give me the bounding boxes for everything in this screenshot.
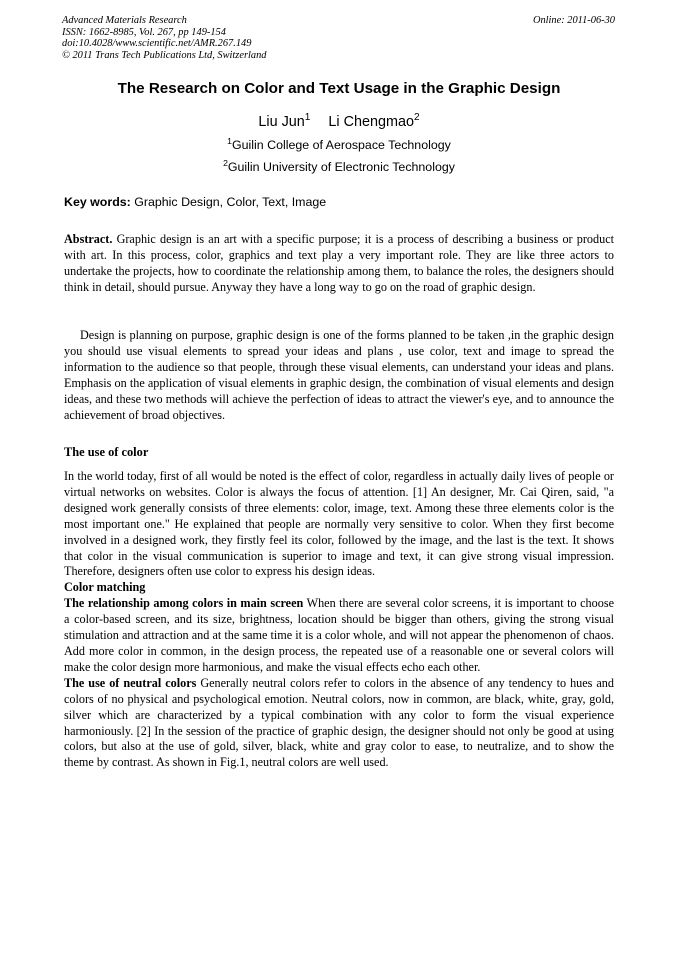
section-body xyxy=(64,469,614,771)
abstract xyxy=(64,232,614,296)
neutral-label: The use of neutral colors xyxy=(64,675,197,690)
affiliation: $^2$Guilin University of Electronic Technology xyxy=(223,157,455,174)
neutral-paragraph: The use of neutral colors Generally neutral colors refer to colors in the absence of any tendency to hues and colors of no physical and psychological emotion. Neutral colors, now in common, are black, white, gray, gold, silver which are characterized by a typical combination with any color to form the visual experience harmoniously. [2] In the session of the practice of graphic design, the designer should not only be good at using colors, but also at the use of gold, silver, black, white and gray color to ease, to neutralize, and to show the theme by contrast. As shown in Fig.1, neutral colors are well used. xyxy=(64,675,614,770)
journal-name: Advanced Materials Research xyxy=(62,15,187,26)
section-heading: The use of color xyxy=(64,445,149,459)
relationship-label: The relationship among colors in main screen xyxy=(64,596,304,611)
paper-title: The Research on Color and Text Usage in the Graphic Design xyxy=(117,80,561,97)
author-name: Liu Jun$^1$ xyxy=(258,112,311,130)
issn-line: ISSN: 1662-8985, Vol. 267, pp 149-154 xyxy=(62,26,226,38)
copyright-line: © 2011 Trans Tech Publications Ltd, Switzerland xyxy=(62,49,267,61)
color-paragraph: In the world today, first of all would be noted is the effect of color, regardless in actually daily lives of people or virtual networks on websites. Color is always the focus of attention. [1] An designer, Mr. Cai Qiren, said, "a designed work generally consists of three elements: color, image, text. Among these three elements color is the most important one." He explained that people are normally very sensitive to color. When they first become involved in a designed work, they firstly feel its color, followed by the image, and the last is the text. It shows that color in the visual communication is superior to image and text, it can give strong visual impression. Therefore, designers often use color to express his design ideas. xyxy=(64,469,614,579)
keywords-text: Graphic Design, Color, Text, Image xyxy=(130,195,327,209)
journal-header xyxy=(62,15,266,61)
subsection-heading: Color matching xyxy=(64,580,146,595)
intro-paragraph: Design is planning on purpose, graphic design is one of the forms planned to be taken ,in the graphic design you should use visual elements to spread your ideas and plans , use color, text and image to spread the information to the audience so that people, through these visual elements, can understand your ideas and plans. Emphasis on the application of visual elements in graphic design, the combination of visual elements and design ideas, and these two methods will achieve the perfection of ideas to attract the viewer's eye, and to announce the achievement of broad objectives. xyxy=(64,328,614,422)
author-list xyxy=(0,114,678,130)
keywords-label: Key words: xyxy=(64,195,131,209)
online-date: Online: 2011-06-30 xyxy=(532,15,615,26)
abstract-text: Graphic design is an art with a specific purpose; it is a process of describing a business or product with art. In this process, color, graphics and text play a very important role. They are like three actors to undertake the projects, how to coordinate the relationship among them, to balance the roles, the designers should think in detail, should pursue. Anyway they have a long way to go on the road of graphic design. xyxy=(64,232,614,294)
author-name: Li Chengmao$^2$ xyxy=(328,112,420,130)
abstract-label: Abstract. xyxy=(64,232,113,246)
affiliation: $^1$Guilin College of Aerospace Technology xyxy=(227,135,451,152)
doi-line: doi:10.4028/www.scientific.net/AMR.267.149 xyxy=(62,38,252,50)
keywords xyxy=(64,195,326,209)
relationship-paragraph: The relationship among colors in main screen When there are several color screens, it is important to choose a color-based screen, and its size, brightness, location should be bigger than others, giving the strong visual stimulation and attraction and at the same time it is a color whole, and will not appear the phenomenon of chaos. Add more color in common, in the design process, the repeated use of a reasonable one or several colors will make the color design more harmonious, and make the visual effects echo each other. xyxy=(64,596,614,674)
